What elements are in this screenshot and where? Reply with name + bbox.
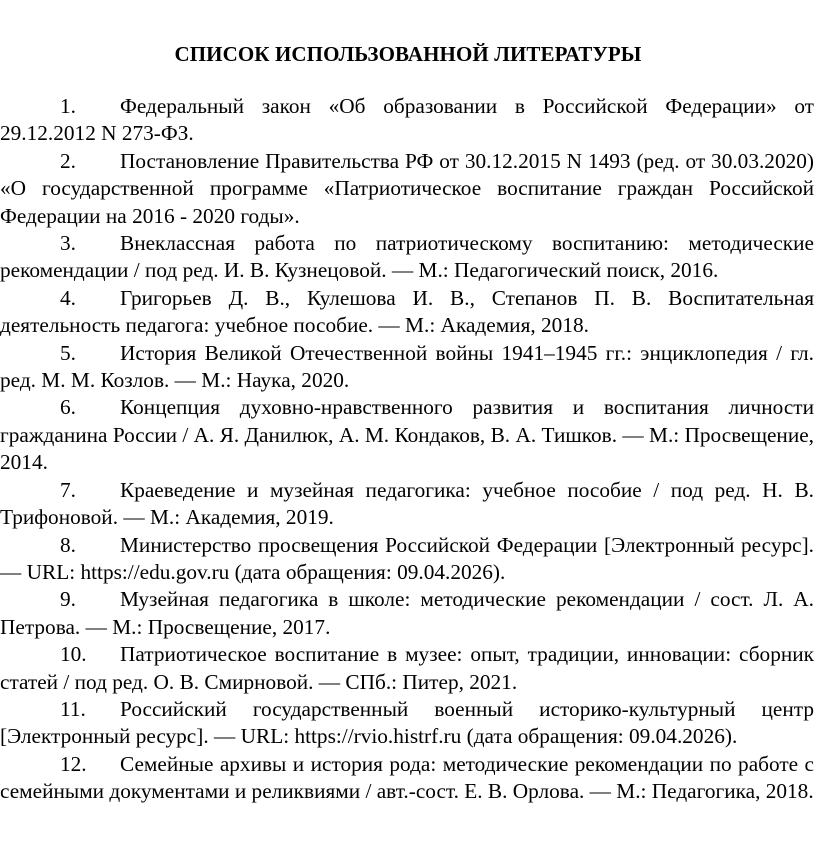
reference-number: 6. (60, 395, 76, 420)
reference-item (0, 641, 814, 696)
reference-number: 11. (60, 696, 86, 721)
reference-text: Концепция духовно-нравственного развития и воспитания личности гражданина России / А. Я. Данилюк, А. М. Кондаков, В. А. Тишков. — М.: Просвещение, 2014. (0, 395, 814, 475)
reference-text: Министерство просвещения Российской Федерации [Электронный ресурс]. — URL: https://edu.gov.ru (дата обращения: 09.04.2026). (0, 532, 814, 584)
reference-number: 4. (60, 285, 76, 310)
reference-item (0, 93, 814, 148)
reference-text: Российский государственный военный историко-культурный центр [Электронный ресурс]. — URL: https://rvio.histrf.ru (дата обращения: 09.04.2026). (0, 696, 814, 749)
reference-text: Григорьев Д. В., Кулешова И. В., Степанов П. В. Воспитательная деятельность педагога: учебное пособие. — М.: Академия, 2018. (0, 285, 814, 338)
reference-number: 8. (60, 532, 76, 557)
reference-item (0, 285, 814, 340)
reference-item (0, 751, 814, 806)
reference-item (0, 477, 814, 532)
reference-item (0, 230, 814, 285)
reference-item (0, 340, 814, 395)
reference-text: Федеральный закон «Об образовании в Российской Федерации» от 29.12.2012 N 273-ФЗ. (0, 94, 814, 146)
reference-item (0, 696, 814, 751)
reference-number: 2. (60, 148, 76, 173)
reference-item (0, 394, 814, 476)
reference-list (0, 93, 814, 806)
reference-number: 7. (60, 477, 76, 502)
reference-text: Музейная педагогика в школе: методические рекомендации / сост. Л. А. Петрова. — М.: Просвещение, 2017. (0, 587, 814, 639)
reference-text: Краеведение и музейная педагогика: учебное пособие / под ред. Н. В. Трифоновой. — М.: Академия, 2019. (0, 477, 814, 530)
reference-text: Семейные архивы и история рода: методические рекомендации по работе с семейными документами и реликвиями / авт.-сост. Е. В. Орлова. — М.: Педагогика, 2018. (0, 751, 814, 804)
reference-number: 3. (60, 231, 76, 256)
reference-text: История Великой Отечественной войны 1941–1945 гг.: энциклопедия / гл. ред. М. М. Козлов. — М.: Наука, 2020. (0, 340, 814, 393)
reference-item (0, 586, 814, 641)
reference-text: Патриотическое воспитание в музее: опыт, традиции, инновации: сборник статей / под ред. О. В. Смирновой. — СПб.: Питер, 2021. (0, 642, 814, 694)
page-title: СПИСОК ИСПОЛЬЗОВАННОЙ ЛИТЕРАТУРЫ (174, 42, 642, 66)
reference-number: 5. (60, 340, 76, 365)
reference-item (0, 148, 814, 230)
reference-text: Постановление Правительства РФ от 30.12.2015 N 1493 (ред. от 30.03.2020) «О государственной программе «Патриотическое воспитание граждан Российской Федерации на 2016 - 2020 годы». (0, 148, 814, 228)
reference-number: 12. (60, 751, 87, 776)
reference-text: Внеклассная работа по патриотическому воспитанию: методические рекомендации / под ред. И. В. Кузнецовой. — М.: Педагогический поиск, 2016. (0, 231, 814, 283)
reference-number: 1. (60, 94, 76, 118)
reference-number: 9. (60, 587, 76, 612)
reference-item (0, 532, 814, 587)
reference-number: 10. (60, 642, 87, 667)
